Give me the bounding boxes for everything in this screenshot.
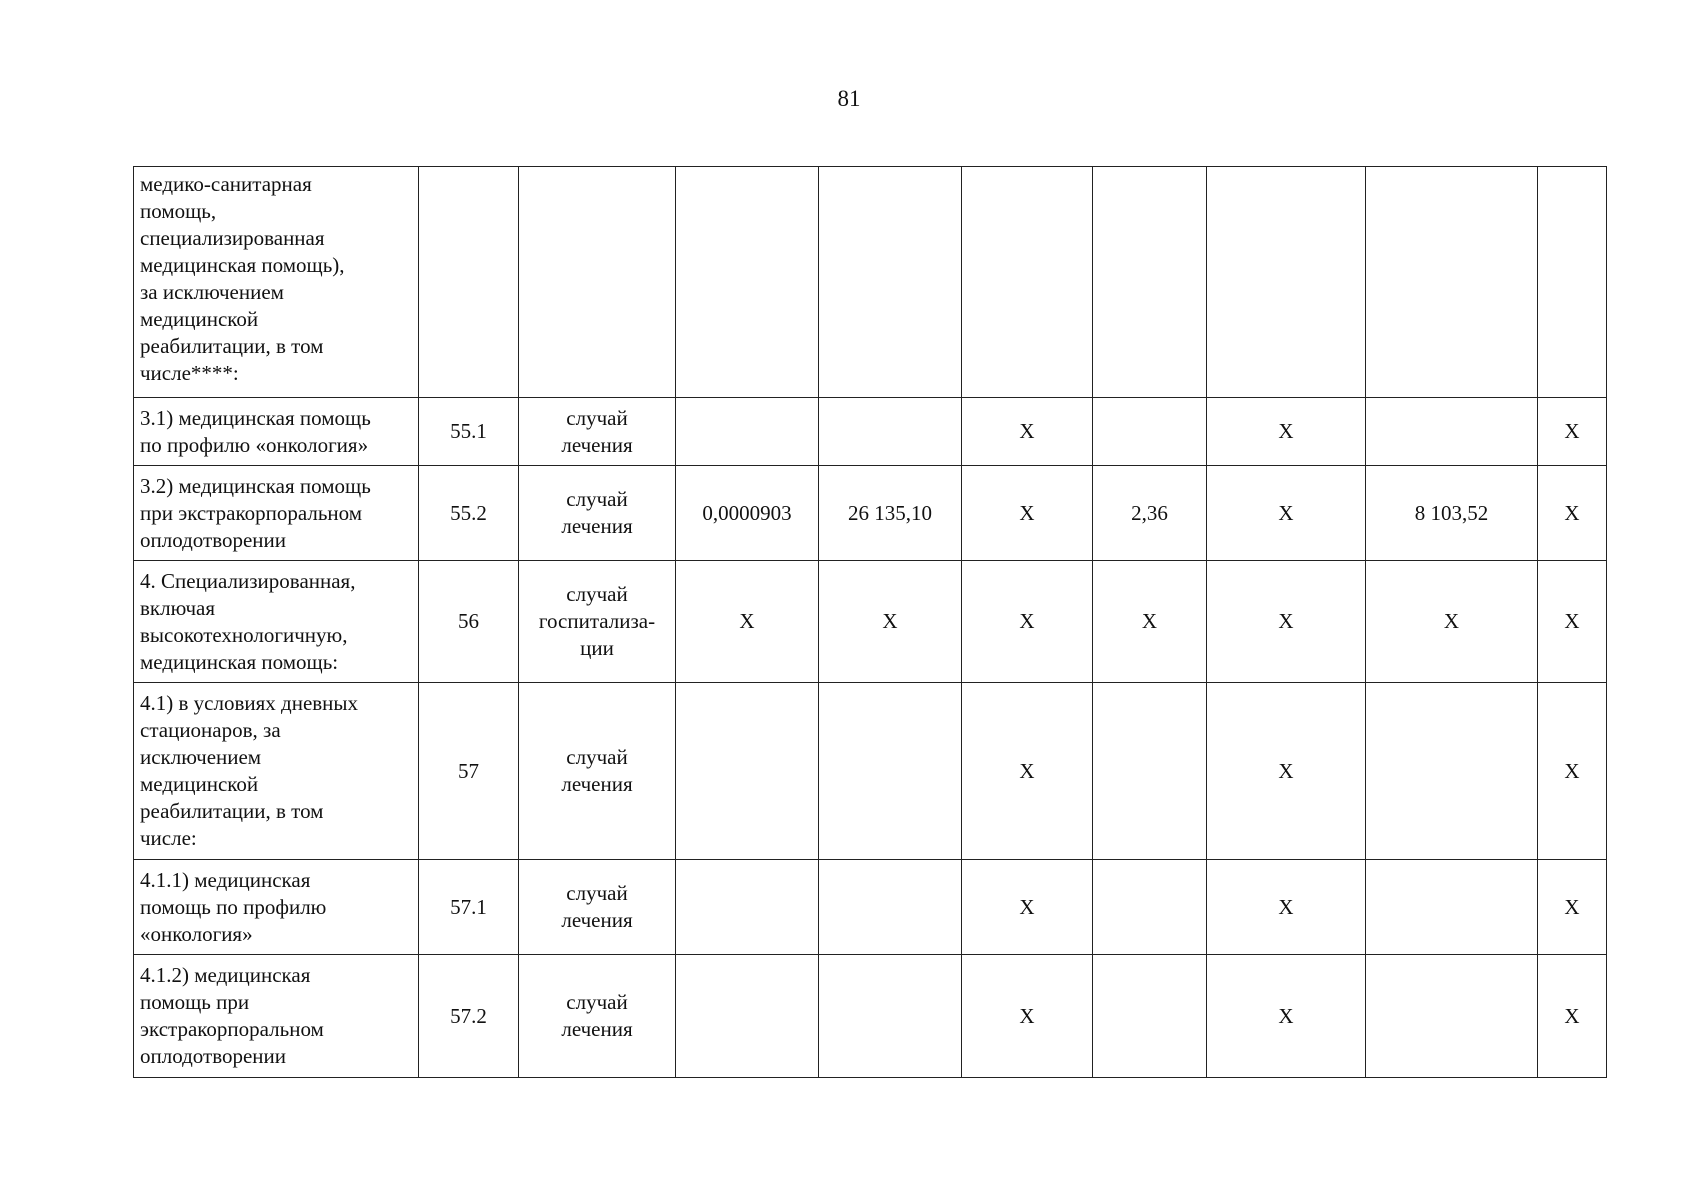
table-row — [134, 167, 1607, 398]
row-col4 — [1093, 955, 1207, 1078]
table-body — [134, 167, 1607, 1078]
row-col6 — [1366, 683, 1538, 860]
row-col4 — [1093, 398, 1207, 466]
row-unit: случай лечения — [519, 955, 676, 1078]
row-col5: X — [1207, 860, 1366, 955]
row-col3: X — [962, 955, 1093, 1078]
row-code: 57.1 — [419, 860, 519, 955]
row-col2 — [819, 683, 962, 860]
row-unit: случай лечения — [519, 683, 676, 860]
row-col7: X — [1538, 398, 1607, 466]
row-col2 — [819, 955, 962, 1078]
row-name: 4.1) в условиях дневных стационаров, за исключением медицинской реабилитации, в том числе: — [134, 683, 419, 860]
row-col6 — [1366, 860, 1538, 955]
row-col2 — [819, 167, 962, 398]
row-col2 — [819, 860, 962, 955]
row-name: медико-санитарная помощь, специализированная медицинская помощь), за исключением медицинской реабилитации, в том числе****: — [134, 167, 419, 398]
row-col2: X — [819, 561, 962, 683]
row-col4: X — [1093, 561, 1207, 683]
row-col4 — [1093, 860, 1207, 955]
row-col1 — [676, 860, 819, 955]
row-name: 4. Специализированная, включая высокотехнологичную, медицинская помощь: — [134, 561, 419, 683]
row-col2 — [819, 398, 962, 466]
row-code: 55.1 — [419, 398, 519, 466]
row-col5: X — [1207, 561, 1366, 683]
row-col1: X — [676, 561, 819, 683]
row-unit: случай лечения — [519, 860, 676, 955]
row-col3: X — [962, 466, 1093, 561]
table-row — [134, 398, 1607, 466]
row-col3 — [962, 167, 1093, 398]
row-code: 55.2 — [419, 466, 519, 561]
row-col1: 0,0000903 — [676, 466, 819, 561]
row-code: 56 — [419, 561, 519, 683]
row-unit: случай лечения — [519, 398, 676, 466]
row-col6: 8 103,52 — [1366, 466, 1538, 561]
row-col3: X — [962, 561, 1093, 683]
row-col4: 2,36 — [1093, 466, 1207, 561]
row-name: 3.1) медицинская помощь по профилю «онкология» — [134, 398, 419, 466]
row-name: 4.1.1) медицинская помощь по профилю «онкология» — [134, 860, 419, 955]
row-col7: X — [1538, 561, 1607, 683]
table-row — [134, 561, 1607, 683]
row-col1 — [676, 955, 819, 1078]
table-row — [134, 466, 1607, 561]
row-col7: X — [1538, 955, 1607, 1078]
row-col6: X — [1366, 561, 1538, 683]
row-col5: X — [1207, 683, 1366, 860]
row-col4 — [1093, 167, 1207, 398]
row-unit — [519, 167, 676, 398]
row-col7: X — [1538, 683, 1607, 860]
table-row — [134, 683, 1607, 860]
row-col6 — [1366, 398, 1538, 466]
row-col1 — [676, 167, 819, 398]
row-col7: X — [1538, 466, 1607, 561]
row-unit: случай лечения — [519, 466, 676, 561]
table-row — [134, 860, 1607, 955]
row-code — [419, 167, 519, 398]
row-col6 — [1366, 955, 1538, 1078]
row-col3: X — [962, 683, 1093, 860]
table-row — [134, 955, 1607, 1078]
row-col1 — [676, 683, 819, 860]
row-col1 — [676, 398, 819, 466]
page-number: 81 — [837, 86, 861, 111]
row-col7 — [1538, 167, 1607, 398]
row-name: 3.2) медицинская помощь при экстракорпоральном оплодотворении — [134, 466, 419, 561]
row-col4 — [1093, 683, 1207, 860]
row-code: 57 — [419, 683, 519, 860]
row-col2: 26 135,10 — [819, 466, 962, 561]
row-col3: X — [962, 398, 1093, 466]
row-col5: X — [1207, 398, 1366, 466]
row-col5: X — [1207, 955, 1366, 1078]
row-col7: X — [1538, 860, 1607, 955]
row-col5 — [1207, 167, 1366, 398]
row-col3: X — [962, 860, 1093, 955]
services-table — [133, 166, 1607, 1078]
row-unit: случай госпитализа- ции — [519, 561, 676, 683]
row-col5: X — [1207, 466, 1366, 561]
row-col6 — [1366, 167, 1538, 398]
row-code: 57.2 — [419, 955, 519, 1078]
row-name: 4.1.2) медицинская помощь при экстракорпоральном оплодотворении — [134, 955, 419, 1078]
